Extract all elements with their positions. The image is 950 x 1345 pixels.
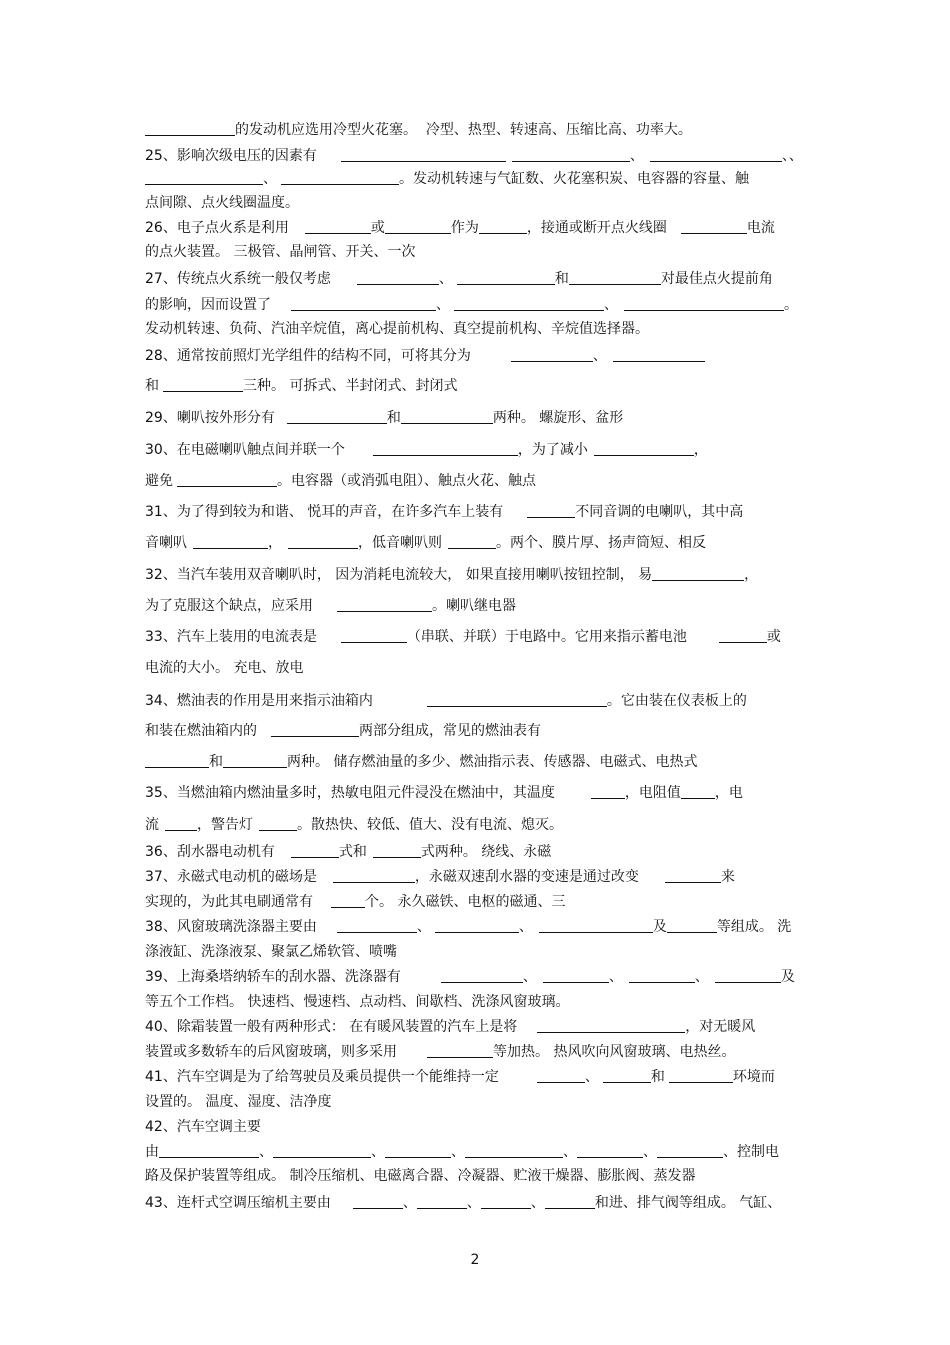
fill-blank [667,919,717,933]
fill-blank [512,148,630,162]
text-line: 装置或多数轿车的后风窗玻璃，则多采用 等加热。 热风吹向风窗玻璃、电热丝。 [145,1044,736,1060]
fill-blank [448,535,496,549]
fill-blank [273,1144,371,1158]
fill-blank [543,969,609,983]
fill-blank [427,1044,493,1058]
fill-blank [341,629,407,643]
fill-blank [457,271,555,285]
text-line: 、 。发动机转速与气缸数、火花塞积炭、电容器的容量、触 [145,170,810,188]
fill-blank [624,297,784,311]
text-line: 36、刮水器电动机有 式和 式两种。 绕线、永磁 [145,844,552,860]
fill-blank [373,844,421,858]
text-line: 等五个工作档。 快速档、慢速档、点动档、间歇档、洗涤风窗玻璃。 [145,994,570,1010]
text-line: 点间隙、点火线圈温度。 [145,195,299,211]
text-line: 路及保护装置等组成。 制冷压缩机、电磁离合器、冷凝器、贮液干燥器、膨胀阀、蒸发器 [145,1168,696,1184]
fill-blank [545,1195,595,1209]
text-line: 30、在电磁喇叭触点间并联一个 ，为了减小 ， [145,442,708,458]
text-line: 涤液缸、洗涤液泵、聚氯乙烯软管、喷嘴 [145,944,397,960]
fill-blank [527,504,575,518]
fill-blank [603,1069,651,1083]
text-line: 的点火装置。 三极管、晶闸管、开关、一次 [145,244,416,260]
text-line: 音喇叭 ， ，低音喇叭则 。两个、膜片厚、扬声筒短、相反 [145,535,706,551]
fill-blank [657,1144,723,1158]
text-line: 32、当汽车装用双音喇叭时， 因为消耗电流较大， 如果直接用喇叭按钮控制， 易 ， [145,567,759,583]
fill-blank [569,271,661,285]
fill-blank [665,869,721,883]
fill-blank [511,348,593,362]
fill-blank [165,817,197,831]
fill-blank [341,148,506,162]
fill-blank [159,1144,259,1158]
fill-blank [333,869,415,883]
fill-blank [288,535,358,549]
fill-blank [650,148,782,162]
fill-blank [291,297,436,311]
fill-blank [373,442,518,456]
text-line: 的发动机应选用冷型火花塞。 冷型、热型、转速高、压缩比高、功率大。 [145,121,810,139]
text-line: 43、连杆式空调压缩机主要由 、 、 、 和进、排气阀等组成。 气缸、 [145,1195,782,1211]
text-line: 和 两种。 储存燃油量的多少、燃油指示表、传感器、电磁式、电热式 [145,753,810,771]
fill-blank [357,271,439,285]
fill-blank [537,1069,585,1083]
text-line: 25、影响次级电压的因素有 、 、、 [145,148,803,164]
fill-blank [652,567,744,581]
text-line: 31、为了得到较为和谐、 悦耳的声音，在许多汽车上装有 不同音调的电喇叭，其中高 [145,504,744,520]
fill-blank [401,410,493,424]
text-line: 电流的大小。 充电、放电 [145,660,304,676]
fill-blank [193,535,268,549]
fill-blank [259,817,297,831]
fill-blank [337,598,432,612]
fill-blank [481,1195,531,1209]
fill-blank [145,754,209,768]
fill-blank [681,785,715,799]
text-line: 27、传统点火系统一般仅考虑 、 和 对最佳点火提前角 [145,271,773,287]
fill-blank [291,844,339,858]
fill-blank [719,629,767,643]
fill-blank [435,919,519,933]
text-line: 和 三种。 可拆式、半封闭式、封闭式 [145,378,458,394]
fill-blank [441,969,523,983]
text-line: 39、上海桑塔纳轿车的刮水器、洗涤器有 、 、 、 及 [145,969,795,985]
fill-blank [337,919,417,933]
fill-blank [681,220,747,234]
text-line: 发动机转速、负荷、汽油辛烷值，离心提前机构、真空提前机构、辛烷值选择器。 [145,321,649,337]
text-line: 和装在燃油箱内的 两部分组成，常见的燃油表有 [145,723,541,739]
text-line: 由 、 、 、 、 、 、控制电 [145,1144,779,1160]
text-line: 设置的。 温度、湿度、洁净度 [145,1094,332,1110]
fill-blank [417,1195,467,1209]
text-line: 29、喇叭按外形分有 和 两种。 螺旋形、盆形 [145,410,624,426]
fill-blank [271,723,359,737]
text-line: 42、汽车空调主要 [145,1119,261,1135]
text-line: 33、汽车上装用的电流表是 （串联、并联）于电路中。它用来指示蓄电池 或 [145,629,781,645]
fill-blank [613,348,705,362]
fill-blank [223,754,287,768]
text-line: 35、当燃油箱内燃油量多时，热敏电阻元件浸没在燃油中，其温度 ，电阻值 ，电 [145,785,743,801]
fill-blank [669,1069,733,1083]
text-line: 26、电子点火系是利用 或 作为 ，接通或断开点火线圈 电流 [145,220,775,236]
fill-blank [145,122,235,136]
fill-blank [539,919,653,933]
fill-blank [163,378,243,392]
fill-blank [594,442,694,456]
fill-blank [353,1195,403,1209]
fill-blank [465,1144,563,1158]
fill-blank [281,171,399,185]
text-line: 28、通常按前照灯光学组件的结构不同，可将其分为 、 [145,347,810,365]
fill-blank [177,473,277,487]
text-line: 避免 。电容器（或消弧电阻）、触点火花、触点 [145,473,536,489]
text-line: 37、永磁式电动机的磁场是 ，永磁双速刮水器的变速是通过改变 来 [145,869,735,885]
text-line: 34、燃油表的作用是用来指示油箱内 。它由装在仪表板上的 [145,693,747,709]
fill-blank [305,220,371,234]
text-line: 38、风窗玻璃洗涤器主要由 、 、 及 等组成。 洗 [145,919,792,935]
fill-blank [331,894,365,908]
fill-blank [591,785,625,799]
fill-blank [479,220,527,234]
fill-blank [715,969,781,983]
text-line: 流 ，警告灯 。散热快、较低、值大、没有电流、熄灭。 [145,817,563,833]
page-number: 2 [470,1252,480,1268]
fill-blank [454,297,604,311]
fill-blank [287,410,387,424]
fill-blank [145,171,263,185]
text-line: 41、汽车空调是为了给驾驶员及乘员提供一个能维持一定 、 和 环境而 [145,1069,775,1085]
text-line: 实现的，为此其电刷通常有 个。 永久磁铁、电枢的磁通、三 [145,894,566,910]
fill-blank [577,1144,643,1158]
fill-blank [385,220,451,234]
text-line: 为了克服这个缺点，应采用 。喇叭继电器 [145,598,516,614]
text-line: 40、除霜装置一般有两种形式： 在有暖风装置的汽车上是将 ，对无暖风 [145,1019,756,1035]
fill-blank [629,969,695,983]
fill-blank [427,693,607,707]
fill-blank [385,1144,451,1158]
fill-blank [537,1019,685,1033]
text-line: 的影响，因而设置了 、 、 。 [145,297,798,313]
